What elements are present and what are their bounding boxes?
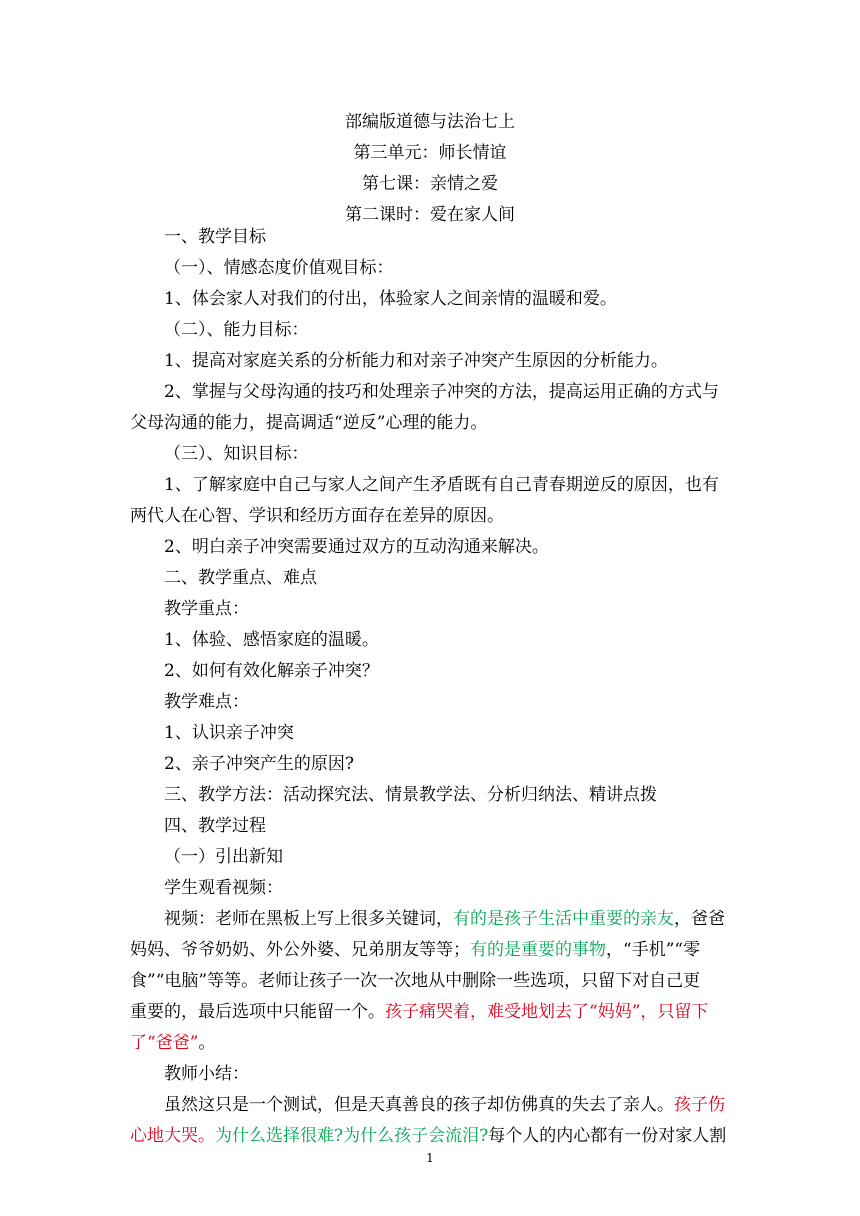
paragraph — [130, 904, 730, 935]
text-run: 妈妈、爷爷奶奶、外公外婆、兄弟朋友等等； — [130, 940, 470, 960]
paragraph: 父母沟通的能力，提高调适“逆反”心理的能力。 — [130, 413, 488, 433]
paragraph: 2、亲子冲突产生的原因? — [164, 754, 354, 774]
paragraph — [130, 1090, 730, 1121]
subsection-heading: （二）、能力目标： — [164, 320, 309, 340]
lesson-title: 第七课：亲情之爱 — [362, 174, 498, 194]
highlight-red: 了“爸爸” — [130, 1033, 199, 1053]
subsection-heading: （三）、知识目标： — [164, 444, 309, 464]
paragraph: 两代人在心智、学识和经历方面存在差异的原因。 — [130, 506, 504, 526]
section-heading: 一、教学目标 — [164, 227, 266, 247]
text-run: 虽然这只是一个测试，但是天真善良的孩子却仿佛真的失去了亲人。 — [164, 1095, 674, 1115]
highlight-red: 心地大哭。 — [130, 1126, 215, 1146]
paragraph: 1、认识亲子冲突 — [164, 723, 294, 743]
highlight-green: 有的是孩子生活中重要的亲友 — [453, 909, 674, 929]
highlight-red: 孩子伤 — [674, 1095, 725, 1115]
paragraph: 2、明白亲子冲突需要通过双方的互动沟通来解决。 — [164, 537, 549, 557]
text-run: 每个人的内心都有一份对家人割 — [488, 1126, 727, 1146]
series-title: 部编版道德与法治七上 — [345, 112, 515, 132]
paragraph — [130, 935, 730, 966]
paragraph: 1、体验、感悟家庭的温暖。 — [164, 630, 379, 650]
subsection-heading: （一）、情感态度价值观目标： — [164, 258, 394, 278]
text-run: ，爸爸 — [674, 909, 725, 929]
paragraph: 1、体会家人对我们的付出，体验家人之间亲情的温暖和爱。 — [164, 289, 617, 309]
unit-title: 第三单元：师长情谊 — [353, 143, 507, 163]
paragraph: 1、提高对家庭关系的分析能力和对亲子冲突产生原因的分析能力。 — [164, 351, 668, 371]
paragraph: 食”“电脑”等等。老师让孩子一次一次地从中删除一些选项，只留下对自己更 — [130, 971, 701, 991]
paragraph — [130, 997, 730, 1028]
paragraph: 1、了解家庭中自己与家人之间产生矛盾既有自己青春期逆反的原因，也有 — [164, 475, 719, 495]
document-body — [130, 222, 730, 1152]
paragraph: 2、如何有效化解亲子冲突？ — [164, 661, 379, 681]
paragraph: 2、掌握与父母沟通的技巧和处理亲子冲突的方法，提高运用正确的方式与 — [164, 382, 719, 402]
text-run: 。 — [198, 1033, 216, 1053]
section-heading: 四、教学过程 — [164, 816, 266, 836]
text-run: 视频：老师在黑板上写上很多关键词， — [164, 909, 453, 929]
paragraph: 学生观看视频： — [164, 878, 283, 898]
section-heading: 三、教学方法：活动探究法、情景教学法、分析归纳法、精讲点拨 — [164, 785, 657, 805]
highlight-green: 为什么选择很难?为什么孩子会流泪? — [215, 1126, 489, 1146]
paragraph: 教学重点： — [164, 599, 249, 619]
section-heading: 二、教学重点、难点 — [164, 568, 317, 588]
paragraph: 教学难点： — [164, 692, 249, 712]
period-title: 第二课时：爱在家人间 — [345, 205, 515, 225]
paragraph — [130, 1121, 730, 1152]
paragraph: 教师小结： — [164, 1064, 249, 1084]
text-run: ，“手机”“零 — [606, 940, 701, 960]
highlight-red: 孩子痛哭着 — [385, 1002, 470, 1022]
subsection-heading: （一）引出新知 — [164, 847, 283, 867]
paragraph — [130, 1028, 730, 1059]
text-run: 重要的，最后选项中只能留一个。 — [130, 1002, 385, 1022]
highlight-red: ，难受地划去了“妈妈”，只留下 — [470, 1002, 709, 1022]
page-number: 1 — [426, 1151, 434, 1165]
highlight-green: 有的是重要的事物 — [470, 940, 606, 960]
title-block — [0, 107, 860, 231]
